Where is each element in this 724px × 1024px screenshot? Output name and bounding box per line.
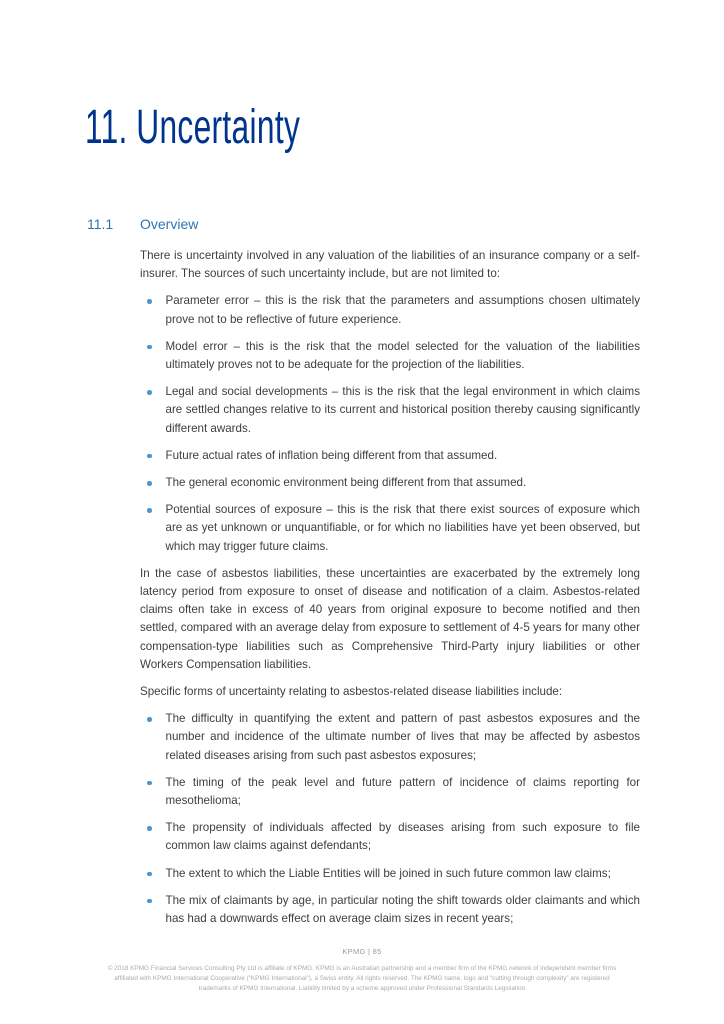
page-number-label: KPMG | 85 [342,947,382,956]
bullet-icon [147,781,152,786]
section-title: Overview [140,216,199,232]
bullet-icon [147,872,152,877]
body-content [140,247,640,937]
bullet-icon [147,345,152,350]
chapter-title-text: Uncertainty [136,101,301,154]
page-footer [0,947,724,994]
list-item-text: Potential sources of exposure – this is the risk that there exist sources of exposure which are as yet unknown or unquantifiable, or for which no liabilities have yet been observed, but which may trigger future claims. [165,503,640,553]
list-item [140,292,640,328]
copyright-line: affiliated with KPMG International Cooperative (“KPMG International”), a Swiss entity. All rights reserved. The KPMG name, logo and “cutting through complexity” are registered [114,975,610,982]
list-item [140,819,640,855]
section-number: 11.1 [87,216,114,232]
bullet-list [140,710,640,928]
list-item-text: The mix of claimants by age, in particular noting the shift towards older claimants and which has had a downwards effect on average claim sizes in recent years; [165,893,640,926]
bullet-icon [147,899,152,904]
list-item [140,865,640,883]
bullet-icon [147,826,152,831]
paragraph: Specific forms of uncertainty relating to asbestos-related disease liabilities include: [140,685,563,699]
list-item [140,501,640,556]
copyright-line: © 2018 KPMG Financial Services Consulting Pty Ltd is affiliate of KPMG. KPMG is an Australian partnership and a member firm of the KPMG network of independent member firms [107,965,617,972]
bullet-list [140,292,640,555]
bullet-icon [147,481,152,486]
bullet-icon [147,454,152,459]
list-item-text: The extent to which the Liable Entities will be joined in such future common law claims; [165,866,611,880]
paragraph: In the case of asbestos liabilities, these uncertainties are exacerbated by the extremely long latency period from exposure to onset of disease and notification of a claim. Asbestos-related claims often take in excess of 40 years from original exposure to become notified and then settled, compared with an average delay from exposure to settlement of 4-5 years for many other compensation-type liabilities such as Comprehensive Third-Party injury liabilities or other Workers Compensation liabilities. [140,566,640,671]
list-item [140,383,640,438]
list-item [140,447,640,465]
bullet-icon [147,390,152,395]
list-item-text: The difficulty in quantifying the extent and pattern of past asbestos exposures and the number and incidence of the ultimate number of lives that may be affected by asbestos related diseases arising from such past asbestos exposures; [165,712,640,762]
list-item-text: The timing of the peak level and future pattern of incidence of claims reporting for mesothelioma; [165,775,640,808]
list-item [140,710,640,765]
bullet-icon [147,717,152,722]
list-item-text: The propensity of individuals affected by diseases arising from such exposure to file common law claims against defendants; [165,821,640,853]
section-heading [87,216,198,232]
list-item-text: The general economic environment being different from that assumed. [165,476,527,490]
list-item-text: Future actual rates of inflation being different from that assumed. [165,448,498,462]
chapter-title [85,100,300,155]
chapter-number: 11. [85,101,128,154]
list-item [140,774,640,810]
list-item [140,892,640,928]
copyright-notice [0,964,724,994]
copyright-line: trademarks of KPMG International. Liability limited by a scheme approved under Professional Standards Legislation [198,985,526,992]
list-item [140,474,640,492]
paragraph: There is uncertainty involved in any valuation of the liabilities of an insurance company or a self-insurer. The sources of such uncertainty include, but are not limited to: [140,249,640,281]
list-item [140,338,640,374]
list-item-text: Model error – this is the risk that the model selected for the valuation of the liabilities ultimately proves not to be adequate for the projection of the liabilities. [165,339,640,372]
list-item-text: Parameter error – this is the risk that the parameters and assumptions chosen ultimately prove not to be reflective of future experience. [165,294,640,326]
bullet-icon [147,299,152,304]
bullet-icon [147,508,152,513]
list-item-text: Legal and social developments – this is the risk that the legal environment in which claims are settled changes relative to its current and historical position thereby causing significantly different awards. [165,385,640,435]
